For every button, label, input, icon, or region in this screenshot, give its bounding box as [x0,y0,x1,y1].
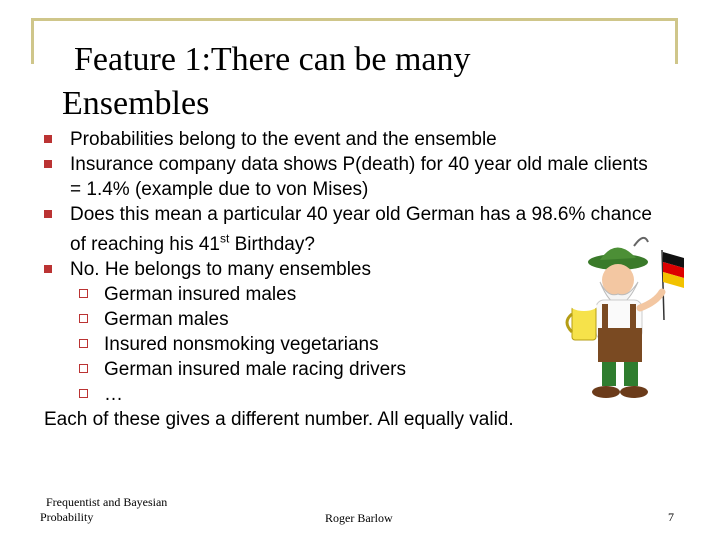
bullet-text: Insurance company data shows P(death) for 40 year old male clients = 1.4% (example due to von Mises) [70,154,648,200]
bullet-marker [44,210,52,218]
bullet-item [44,152,664,202]
footer-title [40,495,220,525]
bullet-text: Does this mean a particular 40 year old German has a 98.6% chance of reaching his 41st Birthday? [70,204,652,256]
bullet-marker [44,160,52,168]
bullet-text: Probabilities belong to the event and the ensemble [70,129,497,150]
title-line-2: Ensembles [62,85,210,122]
sub-bullet-marker [79,364,88,373]
closing-text: Each of these gives a different number. All equally valid. [44,409,514,431]
bullet-marker [44,265,52,273]
bullet-marker [44,135,52,143]
sub-bullet-marker [79,389,88,398]
bullet-item [44,127,664,152]
bavarian-man-icon [556,228,686,408]
frame-right-line [675,18,678,64]
bullet-text: No. He belongs to many ensembles [70,259,371,281]
footer-author: Roger Barlow [325,511,393,525]
sub-bullet-marker [79,339,88,348]
frame-top-line [31,18,678,21]
sub-bullet-text: German insured male racing drivers [104,359,407,381]
title-line-1: Feature 1:There can be many [74,41,471,78]
sub-bullet-text: German males [104,309,229,331]
sub-bullet-marker [79,314,88,323]
footer-title-line-2: Probability [40,510,94,524]
sub-bullet-text: … [104,384,123,406]
slide-title [62,38,622,126]
sub-bullet-marker [79,289,88,298]
sub-bullet-text: German insured males [104,284,297,306]
sub-bullet-text: Insured nonsmoking vegetarians [104,334,379,356]
frame-left-line [31,18,34,64]
page-number: 7 [668,510,674,524]
footer-title-line-1: Frequentist and Bayesian [46,495,168,509]
